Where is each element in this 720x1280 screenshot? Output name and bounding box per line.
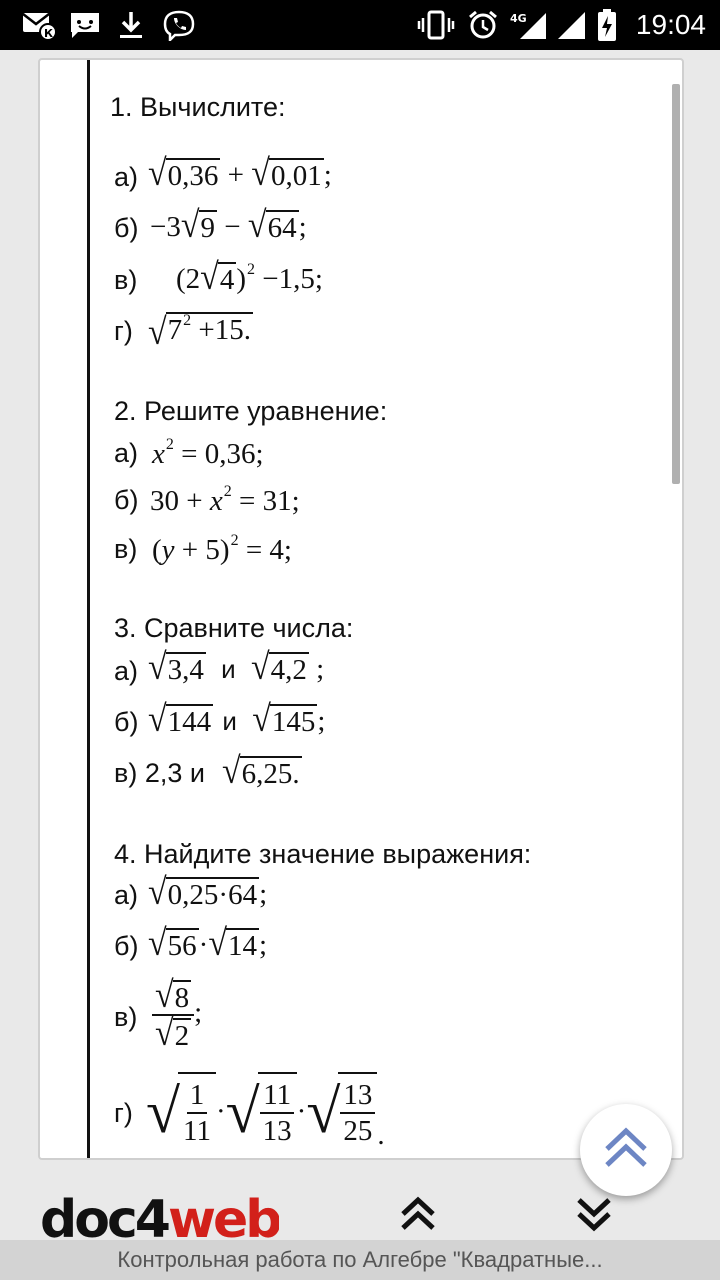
viber-icon bbox=[160, 8, 198, 42]
item-label: б) bbox=[114, 707, 139, 737]
item-label: а) bbox=[114, 880, 139, 910]
expression-3a: √ 3,4 и √ 4,2 ; bbox=[148, 647, 325, 688]
item-label: г) bbox=[114, 1098, 133, 1128]
network-label: 4G bbox=[510, 12, 527, 25]
status-bar bbox=[0, 0, 720, 50]
chat-icon bbox=[68, 8, 102, 42]
question-4-title: 4. Найдите значение выражения: bbox=[114, 839, 532, 869]
expression-2c: $(y + 5)^2 = 4$; bbox=[152, 532, 292, 566]
vibrate-icon bbox=[416, 8, 456, 42]
item-label: г) bbox=[114, 316, 133, 346]
document-title: Контрольная работа по Алгебре "Квадратные... bbox=[117, 1247, 603, 1272]
expression-2a: $x^2 = 0,36$; bbox=[152, 436, 264, 470]
expression-4b: √ 56 · √ 14 ; bbox=[148, 923, 268, 964]
document-title-bar[interactable] bbox=[0, 1240, 720, 1280]
clock: 19:04 bbox=[635, 9, 706, 40]
mail-k-icon bbox=[22, 8, 58, 42]
scroll-to-top-button[interactable] bbox=[580, 1104, 672, 1196]
double-chevron-down-icon bbox=[574, 1196, 614, 1237]
question-2-title: 2. Решите уравнение: bbox=[114, 396, 388, 426]
expression-3c: √ 6,25. bbox=[222, 751, 300, 792]
expression-4c: √ 8 √ 2 ; bbox=[152, 978, 202, 1052]
site-logo[interactable] bbox=[40, 1190, 279, 1240]
signal-icon bbox=[552, 8, 588, 42]
item-label: б) bbox=[114, 213, 139, 243]
download-icon bbox=[116, 8, 146, 42]
alarm-icon bbox=[466, 8, 500, 42]
expression-4d: √ $\frac{1}{11}$ · √ $\frac{11}{13}$ · √ $\frac{13}{25}$ . bbox=[146, 1072, 385, 1152]
svg-text:К: К bbox=[44, 27, 53, 40]
battery-charging-icon bbox=[594, 8, 620, 42]
double-chevron-up-icon bbox=[398, 1196, 438, 1237]
item-label: б) bbox=[114, 485, 139, 515]
expression-1a: √ 0,36 + √ 0,01 ; bbox=[148, 153, 332, 194]
question-1-title: 1. Вычислите: bbox=[110, 92, 286, 122]
expression-3b: √ 144 и √ 145 ; bbox=[148, 699, 326, 740]
logo-prefix: doc4 bbox=[40, 1190, 168, 1240]
double-chevron-up-icon bbox=[601, 1125, 651, 1176]
previous-page-button[interactable] bbox=[396, 1196, 440, 1236]
expression-2b: $30 + x^2 = 31$; bbox=[150, 483, 300, 517]
item-label: в) bbox=[114, 265, 138, 295]
logo-suffix: web bbox=[167, 1190, 280, 1240]
item-label: в) bbox=[114, 1002, 138, 1032]
question-3-title: 3. Сравните числа: bbox=[114, 613, 354, 643]
item-label: в) 2,3 и bbox=[114, 758, 205, 788]
item-label: а) bbox=[114, 656, 139, 686]
item-label: а) bbox=[114, 162, 139, 192]
scrollbar[interactable] bbox=[672, 84, 680, 484]
signal-icon bbox=[508, 8, 548, 42]
margin-line bbox=[87, 60, 90, 1158]
expression-4a: √ 0,25·64 ; bbox=[148, 872, 268, 913]
next-page-button[interactable] bbox=[572, 1196, 616, 1236]
expression-1b: −3 √ 9 − √ 64 ; bbox=[150, 205, 307, 246]
document-page[interactable] bbox=[38, 58, 684, 1160]
item-label: а) bbox=[114, 438, 139, 468]
expression-1c: (2 √ 4 )$^2$ −1,5; bbox=[176, 257, 323, 298]
item-label: в) bbox=[114, 534, 138, 564]
item-label: б) bbox=[114, 931, 139, 961]
expression-1d: √ $7^2 +15$. bbox=[148, 312, 252, 353]
